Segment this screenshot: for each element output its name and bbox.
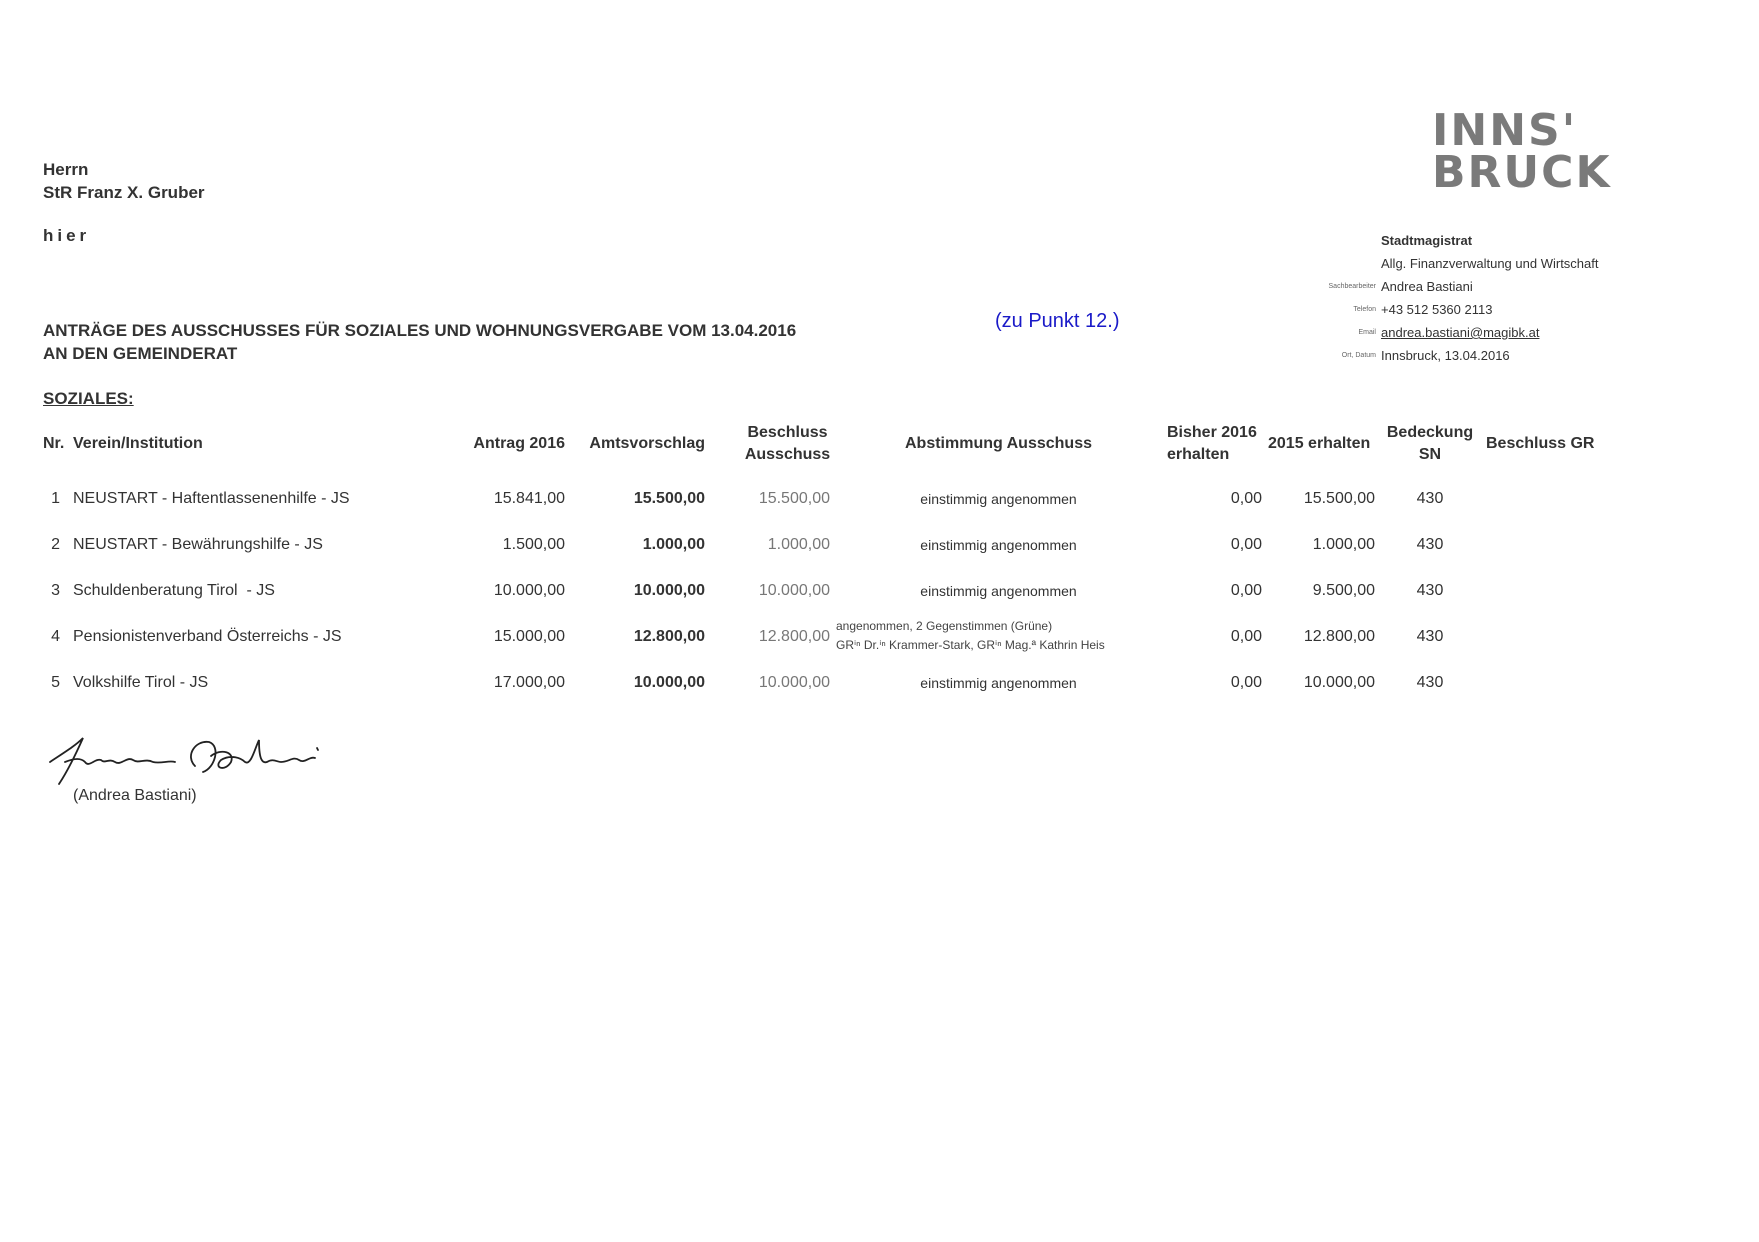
- document-heading: [43, 319, 796, 365]
- row-antrag: 15.841,00: [493, 490, 565, 507]
- header-2015-erhalten: 2015 erhalten: [1268, 435, 1371, 452]
- row-beschluss: 10.000,00: [758, 674, 830, 691]
- addressee-hier: hier: [43, 226, 91, 245]
- info-email-label: Email: [1358, 329, 1376, 336]
- logo-line-1: INNS': [1432, 105, 1578, 156]
- header-beschluss-line-1: Beschluss: [747, 424, 828, 441]
- row-verein: Volkshilfe Tirol - JS: [73, 674, 209, 691]
- row-bedeckung: 430: [1416, 536, 1444, 553]
- section-title: SOZIALES:: [43, 389, 134, 408]
- row-amtsvorschlag: 1.000,00: [642, 536, 705, 553]
- row-abstimmung: einstimmig angenommen: [920, 675, 1077, 691]
- row-verein: Schuldenberatung Tirol - JS: [73, 582, 275, 599]
- signature-image: [45, 728, 335, 793]
- logo-line-2: BRUCK: [1432, 147, 1612, 198]
- info-org: Stadtmagistrat: [1381, 233, 1473, 248]
- row-verein: NEUSTART - Bewährungshilfe - JS: [73, 536, 323, 553]
- heading-line-1: ANTRÄGE DES AUSSCHUSSES FÜR SOZIALES UND WOHNUNGSVERGABE VOM 13.04.2016: [43, 321, 797, 340]
- row-abstimmung-line-2: GRⁱⁿ Dr.ⁱⁿ Krammer-Stark, GRⁱⁿ Mag.ª Kathrin Heis: [836, 638, 1105, 652]
- row-abstimmung-line-1: angenommen, 2 Gegenstimmen (Grüne): [836, 619, 1053, 633]
- header-beschluss-ausschuss: [725, 422, 850, 466]
- addressee-name: StR Franz X. Gruber: [43, 183, 205, 202]
- row-nr: 1: [51, 490, 60, 507]
- header-bedeckung: [1380, 422, 1480, 466]
- row-verein: NEUSTART - Haftentlassenenhilfe - JS: [73, 490, 350, 507]
- row-abstimmung: einstimmig angenommen: [920, 537, 1077, 553]
- row-bedeckung: 430: [1416, 582, 1444, 599]
- row-beschluss: 1.000,00: [767, 536, 830, 553]
- row-bisher: 0,00: [1230, 536, 1262, 553]
- info-dept: Allg. Finanzverwaltung und Wirtschaft: [1381, 256, 1599, 271]
- row-amtsvorschlag: 10.000,00: [633, 674, 705, 691]
- info-sachbearbeiter-label: Sachbearbeiter: [1328, 283, 1376, 290]
- row-abstimmung: einstimmig angenommen: [920, 583, 1077, 599]
- row-bisher: 0,00: [1230, 674, 1262, 691]
- info-telefon-label: Telefon: [1353, 306, 1376, 313]
- row-amtsvorschlag: 15.500,00: [633, 490, 705, 507]
- row-2015: 12.800,00: [1303, 628, 1375, 645]
- addressee-salutation: Herrn: [43, 160, 89, 179]
- header-antrag: Antrag 2016: [473, 435, 565, 452]
- row-2015: 1.000,00: [1312, 536, 1375, 553]
- header-bisher-line-1: Bisher 2016: [1167, 424, 1257, 441]
- row-nr: 2: [51, 536, 60, 553]
- row-beschluss: 15.500,00: [758, 490, 830, 507]
- header-bedeckung-line-1: Bedeckung: [1386, 424, 1474, 441]
- row-2015: 15.500,00: [1303, 490, 1375, 507]
- row-nr: 3: [51, 582, 60, 599]
- row-antrag: 15.000,00: [493, 628, 565, 645]
- info-ort-datum: Innsbruck, 13.04.2016: [1381, 348, 1510, 363]
- info-ort-label: Ort, Datum: [1341, 352, 1376, 359]
- addressee-block: [43, 158, 205, 204]
- heading-line-2: AN DEN GEMEINDERAT: [43, 344, 238, 363]
- innsbruck-logo: [1432, 105, 1612, 198]
- row-antrag: 17.000,00: [493, 674, 565, 691]
- row-abstimmung: einstimmig angenommen: [920, 491, 1077, 507]
- header-bedeckung-line-2: SN: [1418, 446, 1442, 463]
- header-bisher-2016: [1167, 422, 1257, 466]
- row-amtsvorschlag: 12.800,00: [633, 628, 705, 645]
- row-2015: 9.500,00: [1312, 582, 1375, 599]
- header-beschluss-line-2: Ausschuss: [744, 446, 831, 463]
- row-amtsvorschlag: 10.000,00: [633, 582, 705, 599]
- row-beschluss: 12.800,00: [758, 628, 830, 645]
- header-bisher-line-2: erhalten: [1167, 446, 1230, 463]
- row-bedeckung: 430: [1416, 628, 1444, 645]
- row-nr: 4: [51, 628, 60, 645]
- header-verein: Verein/Institution: [73, 435, 203, 452]
- row-verein: Pensionistenverband Österreichs - JS: [73, 628, 342, 645]
- info-telefon: +43 512 5360 2113: [1381, 302, 1493, 317]
- row-abstimmung: [836, 617, 1105, 655]
- signature-scribble-icon: [45, 728, 335, 788]
- row-bedeckung: 430: [1416, 490, 1444, 507]
- row-bisher: 0,00: [1230, 582, 1262, 599]
- row-antrag: 1.500,00: [502, 536, 565, 553]
- row-bisher: 0,00: [1230, 628, 1262, 645]
- header-amtsvorschlag: Amtsvorschlag: [589, 435, 705, 452]
- row-2015: 10.000,00: [1303, 674, 1375, 691]
- agenda-point-ref: (zu Punkt 12.): [995, 310, 1120, 332]
- header-abstimmung: Abstimmung Ausschuss: [905, 435, 1092, 452]
- row-beschluss: 10.000,00: [758, 582, 830, 599]
- header-nr: Nr.: [43, 435, 65, 452]
- info-sachbearbeiter: Andrea Bastiani: [1381, 279, 1473, 294]
- info-email-link[interactable]: andrea.bastiani@magibk.at: [1381, 325, 1540, 340]
- row-bedeckung: 430: [1416, 674, 1444, 691]
- header-beschluss-gr: Beschluss GR: [1486, 435, 1595, 452]
- row-nr: 5: [51, 674, 60, 691]
- row-bisher: 0,00: [1230, 490, 1262, 507]
- signature-name: (Andrea Bastiani): [73, 787, 197, 804]
- row-antrag: 10.000,00: [493, 582, 565, 599]
